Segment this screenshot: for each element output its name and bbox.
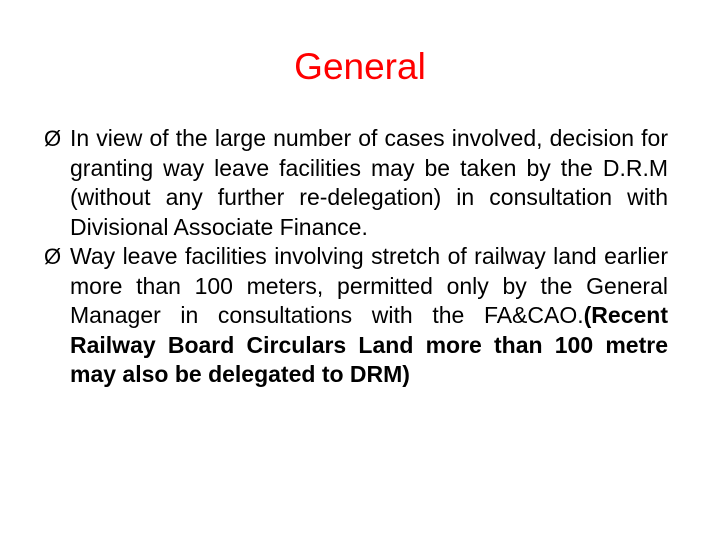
bullet-bold-text: (Recent Railway Board Circulars Land more than 100 metre may also be delegated to DRM) <box>70 302 668 387</box>
bullet-list <box>44 124 668 390</box>
bullet-text: Way leave facilities involving stretch of railway land earlier more than 100 meters, permitted only by the General Manager in consultations with the FA&CAO. <box>70 243 668 328</box>
bullet-text: In view of the large number of cases involved, decision for granting way leave facilities may be taken by the D.R.M (without any further re-delegation) in consultation with Divisional Associate Finance. <box>70 125 668 240</box>
bullet-item <box>44 124 668 242</box>
arrow-bullet-icon: Ø <box>44 126 62 151</box>
slide-title: General <box>294 46 426 87</box>
arrow-bullet-icon: Ø <box>44 244 62 269</box>
bullet-item <box>44 242 668 390</box>
